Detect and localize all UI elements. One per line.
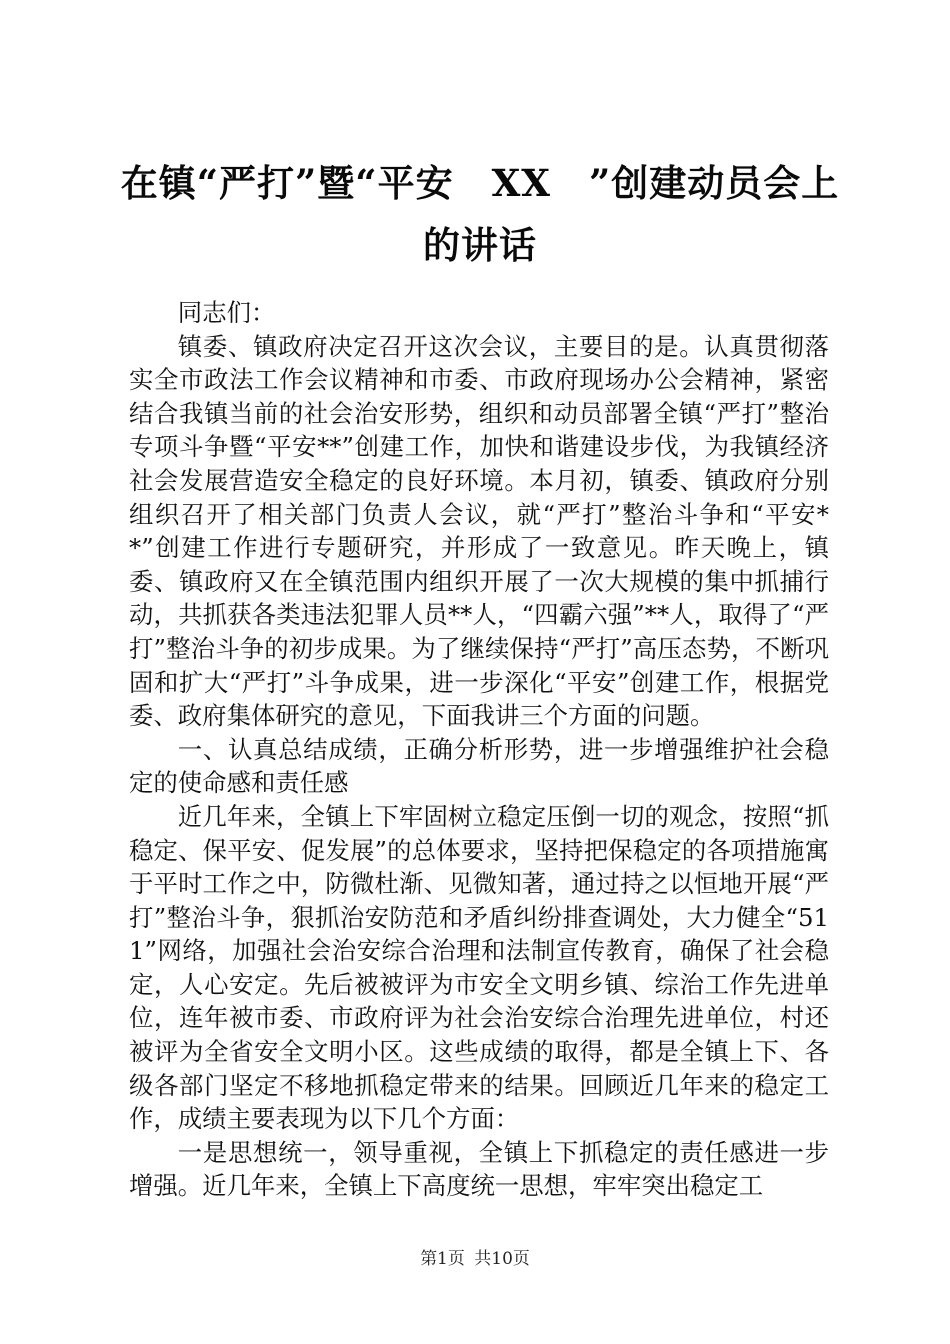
document-body (129, 296, 829, 1203)
body-paragraph: 一是思想统一，领导重视，全镇上下抓稳定的责任感进一步增强。近几年来，全镇上下高度统一思想，牢牢突出稳定工 (129, 1137, 829, 1201)
page-footer (0, 1244, 950, 1269)
title-line-1: 在镇“严打”暨“平安 XX ”创建动员会上 (120, 161, 840, 205)
body-paragraph: 镇委、镇政府决定召开这次会议，主要目的是。认真贯彻落实全市政法工作会议精神和市委、市政府现场办公会精神，紧密结合我镇当前的社会治安形势，组织和动员部署全镇“严打”整治专项斗争暨“平安**”创建工作，加快和谐建设步伐，为我镇经济社会发展营造安全稳定的良好环境。本月初，镇委、镇政府分别组织召开了相关部门负责人会议，就“严打”整治斗争和“平安**”创建工作进行专题研究，并形成了一致意见。昨天晚上，镇委、镇政府又在全镇范围内组织开展了一次大规模的集中抓捕行动，共抓获各类违法犯罪人员**人，“四霸六强”**人，取得了“严打”整治斗争的初步成果。为了继续保持“严打”高压态势，不断巩固和扩大“严打”斗争成果，进一步深化“平安”创建工作，根据党委、政府集体研究的意见，下面我讲三个方面的问题。 (129, 331, 829, 731)
title-line-2: 的讲话 (423, 223, 537, 267)
page-total: 共10页 (474, 1249, 530, 1269)
page-number: 第1页 (420, 1249, 465, 1269)
salutation: 同志们： (177, 298, 276, 327)
section-heading: 一、认真总结成绩，正确分析形势，进一步增强维护社会稳定的使命感和责任感 (129, 734, 829, 798)
document-title (110, 152, 850, 276)
body-paragraph: 近几年来，全镇上下牢固树立稳定压倒一切的观念，按照“抓稳定、保平安、促发展”的总体要求，坚持把保稳定的各项措施寓于平时工作之中，防微杜渐、见微知著，通过持之以恒地开展“严打”整治斗争，狠抓治安防范和矛盾纠纷排查调处，大力健全“511”网络，加强社会治安综合治理和法制宣传教育，确保了社会稳定，人心安定。先后被被评为市安全文明乡镇、综治工作先进单位，连年被市委、市政府评为社会治安综合治理先进单位，村还被评为全省安全文明小区。这些成绩的取得，都是全镇上下、各级各部门坚定不移地抓稳定带来的结果。回顾近几年来的稳定工作，成绩主要表现为以下几个方面： (129, 801, 829, 1134)
